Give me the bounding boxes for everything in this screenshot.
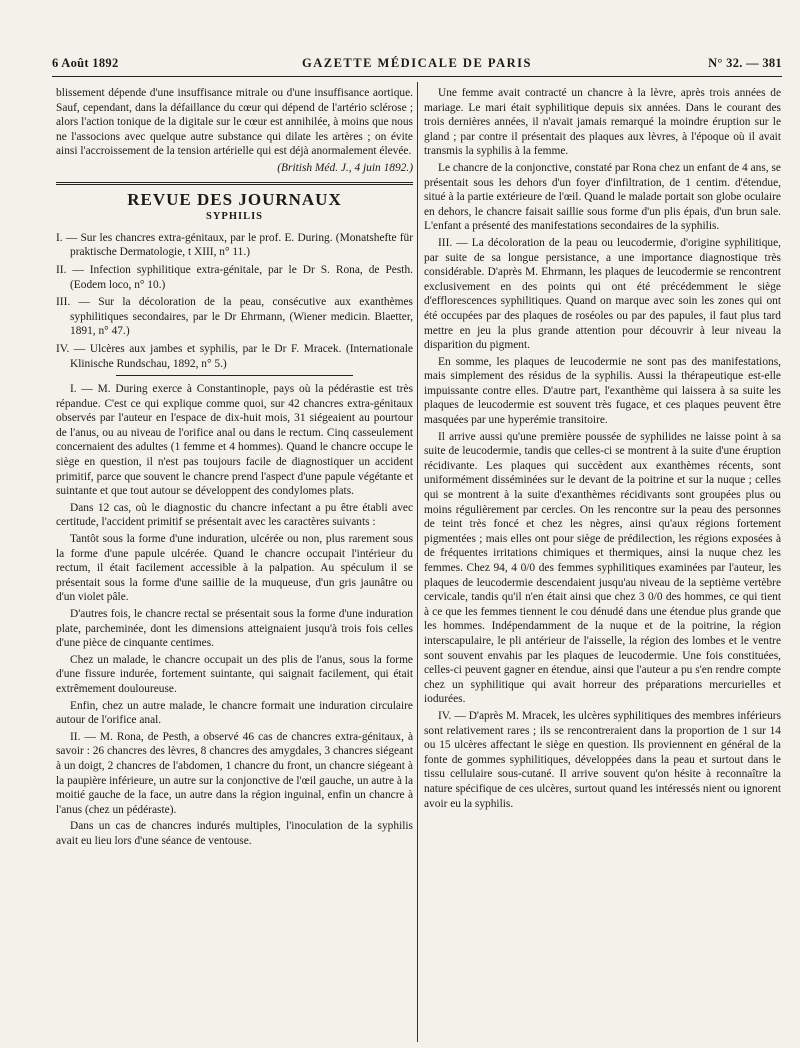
toc-item-3: III. — Sur la décoloration de la peau, consécutive aux exanthèmes syphilitiques secondaires, par le Dr Ehrmann, (Wiener medicin. Blaetter, 1891, n° 47.) [56, 296, 413, 338]
section-rule-top [56, 182, 413, 183]
right-column [424, 86, 781, 1041]
paragraph-rona: II. — M. Rona, de Pesth, a observé 46 cas de chancres extra-génitaux, à savoir : 26 chancres des lèvres, 8 chancres des amygdales, 3 chancres siégeant à un doigt, 2 chancres de l'abdomen, 1 chancre du front, un chancre siégeant à la paupière inférieure, un autre sur la conjonctive de l'œil gauche, un autre à la moitié gauche de la face, un autre dans la région inguinal, enfin un chancre à l'anus (chez un pédéraste). [56, 730, 413, 816]
section-rule-bottom [56, 184, 413, 185]
toc-item-1: I. — Sur les chancres extra-génitaux, par le prof. E. During. (Monatshefte für praktische Dermatologie, t XIII, n° 11.) [56, 231, 413, 259]
paragraph-fissure: Chez un malade, le chancre occupait un des plis de l'anus, sous la forme d'une fissure indurée, fortement suintante, qui saignait facilement, qui était extrêmement douloureuse. [56, 653, 413, 695]
paragraph-rectal: D'autres fois, le chancre rectal se présentait sous la forme d'une induration plate, parcheminée, dont les dimensions atteignaient jusqu'à trois fois celles d'une pièce de cinquante centimes. [56, 608, 413, 650]
paragraph-forms: Tantôt sous la forme d'une induration, ulcérée ou non, plus rarement sous la forme d'une papule ulcérée. Quand le chancre occupait l'intérieur du rectum, il était facilement accessible à la palpation. Au spéculum il se présentait sous la forme d'une saillie de la muqueuse, d'un gris jaunâtre ou d'un violet pâle. [56, 533, 413, 604]
paragraph-leucodermie: III. — La décoloration de la peau ou leucodermie, d'origine syphilitique, par suite de sa longue persistance, a une importance diagnostique très considérable. D'après M. Ehrmann, les plaques de leucodermie se rencontrent exclusivement en des points qui ont été précédemment le siège d'efflorescences syphilitiques. Quand on marque avec soin les zones qui ont été occupées par des plaques de roséoles ou par des papules, il faut plus tard mettre en jeu la plus grande attention pour découvrir à leur niveau la disparition du pigment. [424, 236, 781, 352]
header-rule [52, 76, 782, 77]
paragraph-conjonctive: Le chancre de la conjonctive, constaté par Rona chez un enfant de 4 ans, se présentait sous les dehors d'un foyer d'infiltration, de 1 centim. d'étendue, situé à la partie extérieure de l'œil. Quand le malade portait son globe oculaire en dehors, le chancre faisait saillie sous forme d'un plis épais, d'un brun sale. L'enfant a présenté des manifestations secondaires de la syphilis. [424, 161, 781, 233]
header-date: 6 Août 1892 [52, 56, 119, 70]
toc-item-2: II. — Infection syphilitique extra-génitale, par le Dr S. Rona, de Pesth. (Eodem loco, n° 10.) [56, 263, 413, 291]
toc-divider [116, 375, 353, 376]
header-page-number: N° 32. — 381 [708, 56, 782, 70]
paragraph-premiere-poussee: Il arrive aussi qu'une première poussée de syphilides ne laisse point à sa suite de leucodermie, tandis que celles-ci se montrent à la suite d'une éruption récidivante. Les plaques qui succèdent aux exanthèmes récents, sont uniformément disséminées sur le devant de la poitrine et sur la nuque ; celles qui se montrent à la suite d'exanthèmes récidivants sont groupées plus ou moins régulièrement par cercles. On les rencontre sur la peau des personnes de teint très foncé et chez les nègres, ainsi qu'aux régions fortement pigmentées ; mais elles ont pour siège de prédilection, les régions exposées à de fréquentes irritations chimiques et thermiques, ainsi la nuque chez les femmes. Chez 94, 4 0/0 des femmes syphilitiques examinées par l'auteur, les plaques de leucodermie descendaient jusqu'au niveau de la septième vertèbre cervicale, tandis qu'il n'en était ainsi que chez 3 0/0 des hommes, ce qui tient à ce que les femmes tiennent le cou dénudé dans une étendue plus grande que les hommes. Indépendamment de la nuque et de la poitrine, la région interscapulaire, le pli antérieur de l'aisselle, la région des lombes et le ventre sont souvent envahis par les plaques de leucodermie. Une fois constituées, celles-ci peuvent gagner en étendue, ainsi que l'auteur a pu s'en rendre compte chez un syphilitique qui avait horreur des préparations mercurielles et iodurées. [424, 430, 781, 706]
paragraph-ventouse: Dans un cas de chancres indurés multiples, l'inoculation de la syphilis avait eu lieu lors d'une séance de ventouse. [56, 820, 413, 847]
intro-source: (British Méd. J., 4 juin 1892.) [277, 161, 413, 174]
column-separator [417, 82, 418, 1042]
page-header [52, 56, 782, 74]
section-title: REVUE DES JOURNAUX [127, 189, 342, 209]
paragraph-en-somme: En somme, les plaques de leucodermie ne sont pas des manifestations, mais simplement des résidus de la syphilis. Aussi la thérapeutique est-elle impuissante contre elles. D'autre part, l'exanthème qui laissera à sa suite les plaques de leucodermie est souvent très fugace, et ces plaques peuvent être masquées par une hyperémie transitoire. [424, 355, 781, 427]
paragraph-during: I. — M. During exerce à Constantinople, pays où la pédérastie est très répandue. C'est ce qui explique comme quoi, sur 42 chancres extra-génitaux observés par l'auteur en l'espace de dix-huit mois, 31 siégeaient au pourtour de l'anus, ou au niveau de l'orifice anal ou dans le rectum. Cinq casseulement concernaient des adultes (1 femme et 4 hommes). Quand le chancre occupe le siège en question, il n'est pas toujours facile de diagnostiquer un accident primitif, parce que souvent le chancre prend l'aspect d'une papule végétante et suintante et que tout autour se développent des condylomes plats. [56, 383, 413, 498]
intro-paragraph: blissement dépende d'une insuffisance mitrale ou d'une insuffisance aortique. Sauf, cependant, dans la défaillance du cœur qui dépend de l'artério sclérose ; alors l'action tonique de la digitale sur le cœur est annihilée, à moins que nous ne l'associons avec quelque autre substance qui dilate les artères ; on évite ainsi l'accroissement de la tension artérielle qui est déjà anormalement élevée. [56, 87, 413, 158]
paragraph-12-cases: Dans 12 cas, où le diagnostic du chancre infectant a pu être établi avec certitude, l'accident primitif se présentait avec les caractères suivants : [56, 501, 413, 529]
paragraph-circular: Enfin, chez un autre malade, le chancre formait une induration circulaire autour de l'orifice anal. [56, 699, 413, 727]
paragraph-mracek: IV. — D'après M. Mracek, les ulcères syphilitiques des membres inférieurs sont relativement rares ; ils se rencontreraient dans la proportion de 1 sur 14 ou 15 ulcères affectant le siège en question. Ils proviennent en général de la fonte de gommes syphilitiques, développées dans la peau et surtout dans le tissu cellulaire sous-cutané. Il arrive souvent qu'on hésite à reconnaître la nature spécifique de ces ulcères, surtout quand les intéressés nient ou ignorent avoir eu la syphilis. [424, 709, 781, 810]
toc-item-4: IV. — Ulcères aux jambes et syphilis, par le Dr F. Mracek. (Internationale Klinische Rundschau, 1892, n° 5.) [56, 342, 413, 370]
header-title: GAZETTE MÉDICALE DE PARIS [301, 56, 532, 70]
paragraph-femme: Une femme avait contracté un chancre à la lèvre, après trois années de mariage. Le mari était syphilitique depuis six années. Dans le courant des trois dernières années, il n'avait jamais remarqué la moindre éruption sur le gland ; par contre il présentait des plaques aux lèvres, à l'époque où il avait transmis la syphilis à la femme. [424, 87, 781, 158]
section-subtitle: SYPHILIS [205, 211, 264, 223]
left-column [56, 86, 413, 1041]
